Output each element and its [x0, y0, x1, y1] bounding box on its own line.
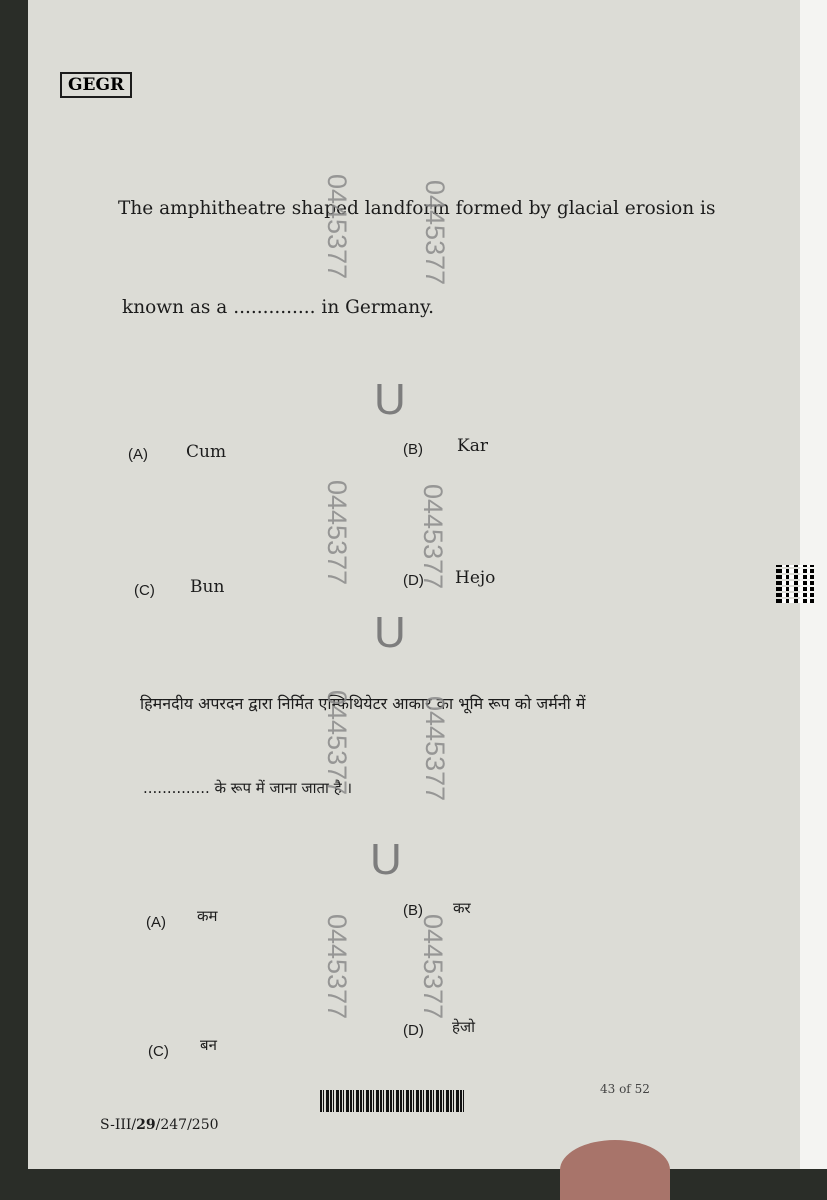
question-hi-line1: हिमनदीय अपरदन द्वारा निर्मित एम्फिथियेटर आकार का भूमि रूप को जर्मनी में [140, 694, 586, 713]
subject-code-badge: GEGR [60, 72, 132, 98]
page-number: 43 of 52 [600, 1082, 650, 1096]
option-a-letter-en: (A) [128, 446, 148, 463]
serial-stamp: 0445377 [322, 690, 352, 796]
question-hi-line2: .............. के रूप में जाना जाता है । [143, 779, 353, 797]
option-b-letter-hi: (B) [403, 902, 423, 919]
option-b-text-hi: कर [453, 899, 471, 917]
u-stamp: U [374, 375, 406, 424]
option-a-text-hi: कम [197, 907, 218, 925]
option-d-letter-hi: (D) [403, 1022, 424, 1039]
serial-stamp: 0445377 [420, 696, 450, 802]
option-c-text-hi: बन [200, 1036, 217, 1054]
serial-stamp: 0445377 [418, 484, 448, 590]
option-d-text-hi: हेजो [452, 1018, 475, 1036]
option-c-text-en: Bun [190, 577, 225, 597]
barcode [320, 1090, 465, 1112]
option-d-text-en: Hejo [455, 568, 496, 588]
serial-stamp: 0445377 [418, 914, 448, 1020]
option-c-letter-en: (C) [134, 582, 155, 599]
u-stamp: U [370, 835, 402, 884]
serial-stamp: 0445377 [322, 480, 352, 586]
serial-stamp: 0445377 [420, 180, 450, 286]
qr-code [776, 565, 814, 603]
series-code: S-III/29/247/250 [100, 1117, 219, 1133]
option-a-letter-hi: (A) [146, 914, 166, 931]
finger-shadow [560, 1140, 670, 1200]
question-en-line2: known as a .............. in Germany. [122, 297, 435, 318]
option-a-text-en: Cum [186, 442, 227, 462]
option-d-letter-en: (D) [403, 572, 424, 589]
option-b-letter-en: (B) [403, 441, 423, 458]
serial-stamp: 0445377 [322, 174, 352, 280]
u-stamp: U [374, 608, 406, 657]
serial-stamp: 0445377 [322, 914, 352, 1020]
option-b-text-en: Kar [457, 436, 488, 456]
option-c-letter-hi: (C) [148, 1043, 169, 1060]
question-en-line1: The amphitheatre shaped landform formed by glacial erosion is [118, 198, 716, 219]
